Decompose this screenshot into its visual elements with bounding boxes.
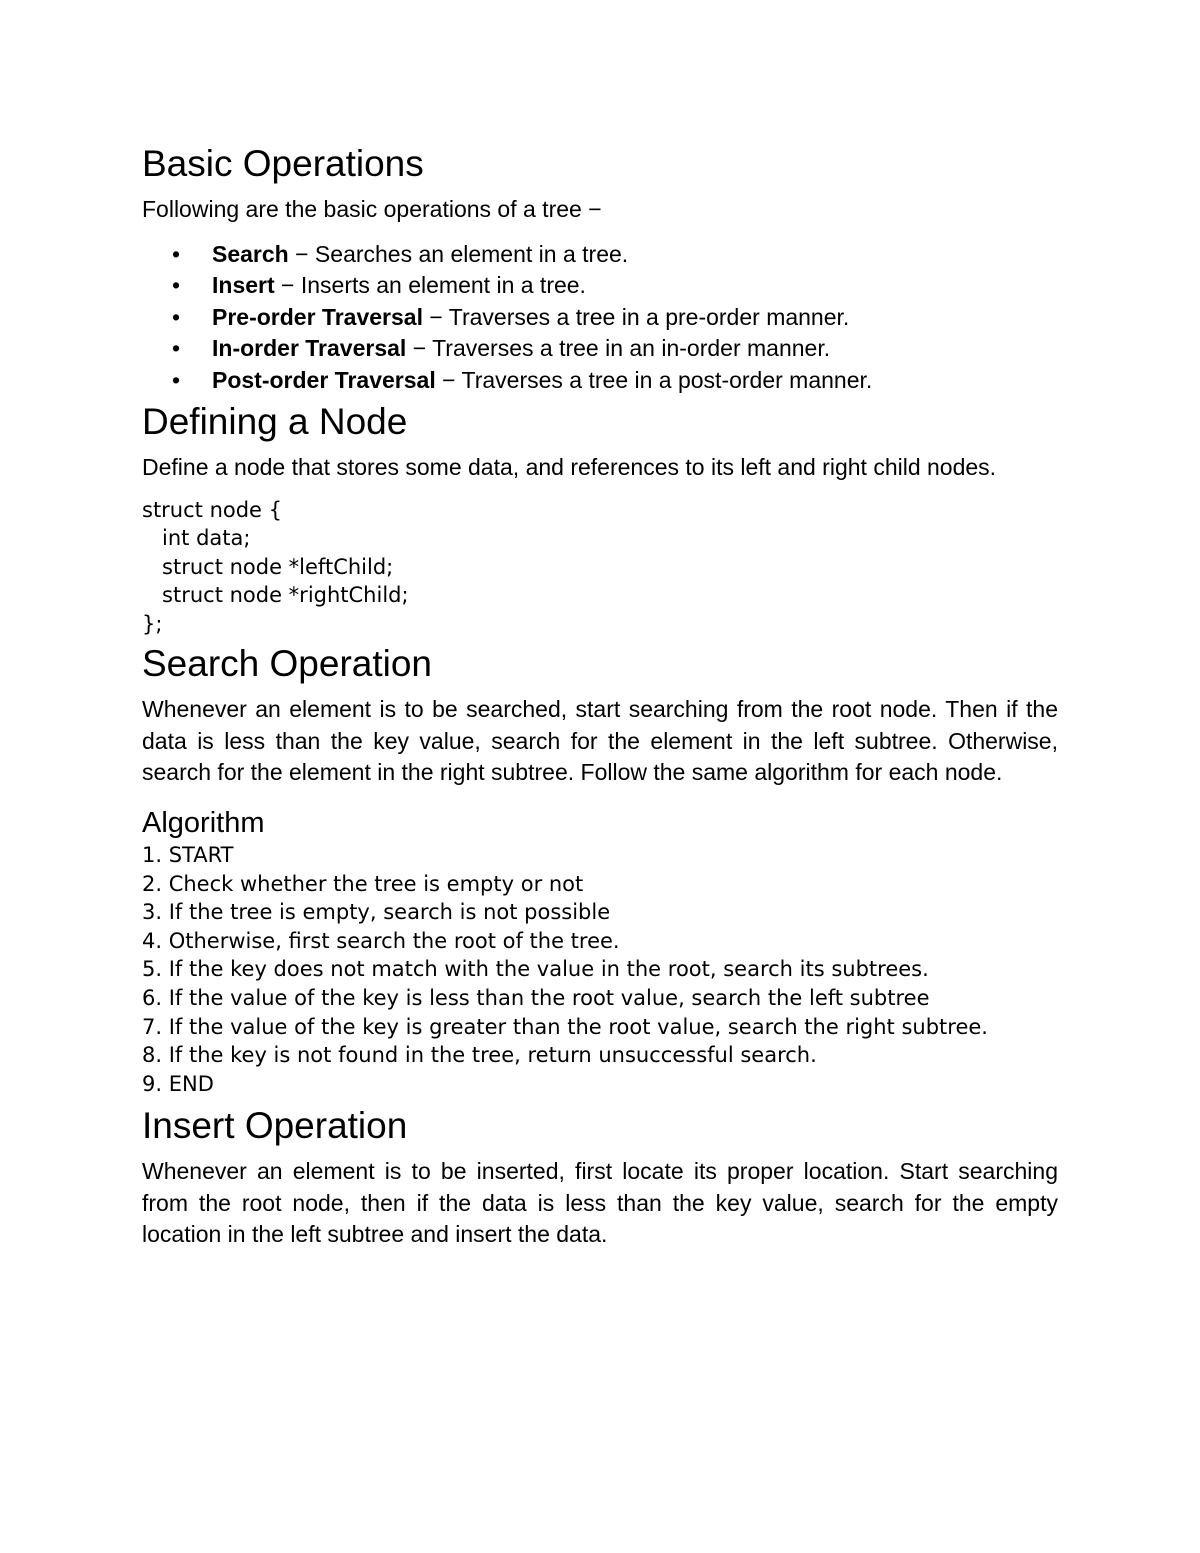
operations-list xyxy=(142,239,1058,397)
search-operation-text: Whenever an element is to be searched, start searching from the root node. Then if the data is less than the key value, search for the element in the left subtree. Otherwise, search for the element in the right subtree. Follow the same algorithm for each node. xyxy=(142,696,1058,786)
algorithm-step: 5. If the key does not match with the value in the root, search its subtrees. xyxy=(142,957,929,982)
list-item-desc: − Traverses a tree in a post-order manner. xyxy=(435,366,873,393)
code-line: }; xyxy=(142,611,163,636)
algorithm-step: 7. If the value of the key is greater than the root value, search the right subtree. xyxy=(142,1014,988,1039)
algorithm-step: 4. Otherwise, first search the root of the tree. xyxy=(142,928,620,953)
insert-operation-text: Whenever an element is to be inserted, first locate its proper location. Start searching from the root node, then if the data is less than the key value, search for the empty location in the left subtree and insert the data. xyxy=(142,1158,1058,1248)
code-line: struct node *rightChild; xyxy=(142,583,409,608)
algorithm-step: 8. If the key is not found in the tree, return unsuccessful search. xyxy=(142,1043,817,1068)
heading-defining-node: Defining a Node xyxy=(142,401,408,442)
heading-search-operation: Search Operation xyxy=(142,643,433,685)
bullet-icon: • xyxy=(172,335,181,361)
document-page xyxy=(142,140,1058,1251)
heading-insert-operation: Insert Operation xyxy=(142,1105,408,1147)
list-item-term: In-order Traversal xyxy=(212,335,407,361)
code-line: struct node { xyxy=(142,497,283,522)
code-line: struct node *leftChild; xyxy=(142,554,394,579)
bullet-icon: • xyxy=(172,272,181,298)
list-item-desc: − Inserts an element in a tree. xyxy=(274,272,586,298)
algorithm-step: 6. If the value of the key is less than the root value, search the left subtree xyxy=(142,985,930,1010)
algorithm-step: 2. Check whether the tree is empty or not xyxy=(142,871,584,896)
list-item-term: Pre-order Traversal xyxy=(212,303,423,330)
list-item-term: Post-order Traversal xyxy=(212,366,436,393)
bullet-icon: • xyxy=(172,366,181,393)
list-item-term: Search xyxy=(212,240,289,267)
list-item xyxy=(142,365,1058,397)
list-item-desc: − Searches an element in a tree. xyxy=(288,240,629,267)
heading-basic-operations: Basic Operations xyxy=(142,143,424,184)
algorithm-step: 9. END xyxy=(142,1071,214,1096)
list-item xyxy=(142,239,1058,271)
bullet-icon: • xyxy=(172,240,181,267)
algorithm-step: 3. If the tree is empty, search is not possible xyxy=(142,900,611,925)
heading-algorithm: Algorithm xyxy=(142,806,265,839)
code-block xyxy=(142,496,1058,639)
list-item-term: Insert xyxy=(212,272,275,298)
defining-node-text: Define a node that stores some data, and references to its left and right child nodes. xyxy=(142,454,997,480)
list-item xyxy=(142,333,1058,365)
algorithm-steps xyxy=(142,841,1042,1098)
list-item xyxy=(142,302,1058,334)
algorithm-step: 1. START xyxy=(142,842,234,867)
list-item-desc: − Traverses a tree in an in-order manner. xyxy=(406,335,831,361)
list-item xyxy=(142,270,1058,302)
code-line: int data; xyxy=(142,526,251,551)
list-item-desc: − Traverses a tree in a pre-order manner. xyxy=(422,303,850,330)
bullet-icon: • xyxy=(172,303,181,330)
basic-operations-intro: Following are the basic operations of a tree − xyxy=(142,196,602,222)
